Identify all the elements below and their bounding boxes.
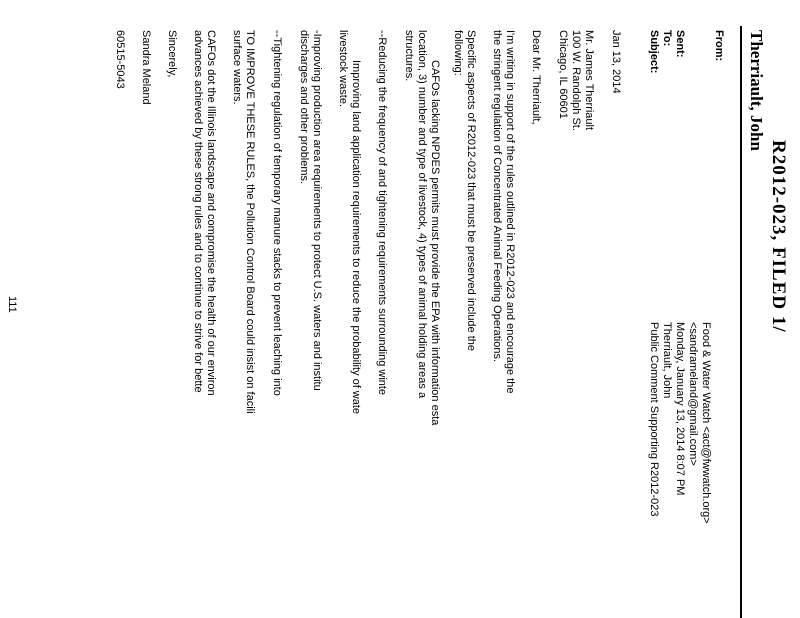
sent-value: Monday, January 13, 2014 8:07 PM (674, 322, 686, 496)
winter-application-line: --Reducing the frequency of and tightening requirements surrounding winte (376, 30, 388, 396)
zip-code: 60515-5043 (114, 30, 126, 89)
to-label: To: (661, 30, 673, 47)
land-application-line: livestock waste. (337, 30, 349, 108)
land-application-line: Improving land application requirements to reduce the probability of wate (350, 60, 362, 415)
intro-line: I'm writing in support of the rules outlined in R2012-023 and encourage the (504, 30, 516, 394)
closing: Sincerely, (166, 30, 178, 78)
recipient-address-line: 100 W. Randolph St. (570, 30, 582, 131)
production-area-line: discharges and other problems. (298, 30, 310, 185)
sent-label: Sent: (674, 30, 686, 58)
letter-date: Jan 13, 2014 (610, 30, 622, 94)
permit-requirements-line: structures. (403, 30, 415, 82)
manure-stacks-line: --Tightening regulation of temporary manure stacks to prevent leaching into (271, 30, 283, 396)
conclusion-line: advances achieved by these strong rules and to continue to strive for bette (192, 30, 204, 393)
from-value-line-2: <sandrameland@gmail.com> (687, 322, 699, 466)
subject-label: Subject: (648, 30, 660, 74)
from-label: From: (713, 30, 725, 62)
intro-line: the stringent regulation of Concentrated Animal Feeding Operations. (491, 30, 503, 363)
document-owner-name: Therriault, John (747, 30, 766, 151)
recipient-address-line: Chicago, IL 60601 (557, 30, 569, 119)
permit-requirements-line: location, 3) number and type of livestock, 4) types of animal holding areas a (416, 30, 428, 399)
from-value-line-1: Food & Water Watch <act@fwwatch.org> (700, 322, 712, 524)
salutation: Dear Mr. Therriault, (530, 30, 542, 125)
filed-stamp: R2012-023, FILED 1/ (768, 140, 789, 333)
production-area-line: -Improving production area requirements to protect U.S. waters and institu (311, 30, 323, 391)
to-value: Therriault, John (661, 322, 673, 399)
signature-name: Sandra Meland (140, 30, 152, 105)
conclusion-line: CAFOs dot the Illinois landscape and compromise the health of our environ (205, 30, 217, 396)
aspects-line: following: (452, 30, 464, 76)
page-number: 111 (6, 296, 18, 313)
recipient-address-line: Mr. James Therriault (583, 30, 595, 131)
improvement-line: TO IMPROVE THESE RULES, the Pollution Control Board could insist on facili (244, 30, 256, 414)
subject-value: Public Comment Supporting R2012-023 (648, 322, 660, 517)
improvement-line: surface waters. (231, 30, 243, 105)
permit-requirements-line: CAFOs lacking NPDES permits must provide the EPA with information esta (429, 60, 441, 426)
aspects-line: Specific aspects of R2012-023 that must be preserved include the (465, 30, 477, 352)
header-divider (740, 26, 742, 618)
